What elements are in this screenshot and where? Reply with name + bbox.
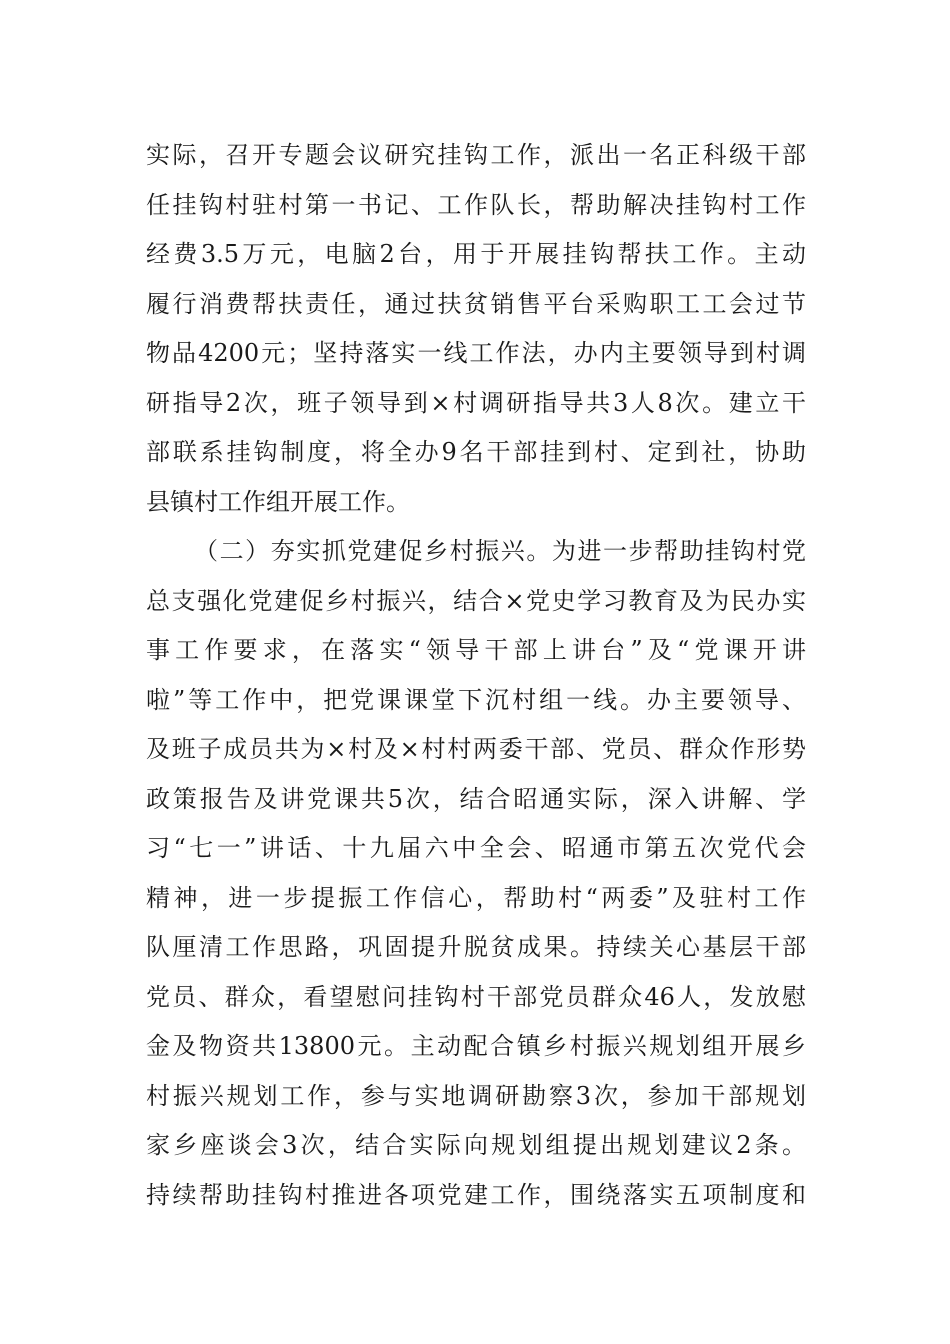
text-line: 实际，召开专题会议研究挂钩工作，派出一名正科级干部 (146, 141, 806, 169)
body-text (146, 131, 806, 1220)
text-line: 队厘清工作思路，巩固提升脱贫成果。持续关心基层干部 (146, 933, 806, 961)
text-line: 习“七一”讲话、十九届六中全会、昭通市第五次党代会 (146, 834, 806, 862)
text-line: 研指导2次，班子领导到×村调研指导共3人8次。建立干 (146, 388, 806, 417)
text-line: 经费3.5万元，电脑2台，用于开展挂钩帮扶工作。主动 (146, 240, 806, 268)
text-line: 金及物资共13800元。主动配合镇乡村振兴规划组开展乡 (146, 1032, 806, 1060)
paragraph-2 (146, 527, 806, 1220)
text-line: 村振兴规划工作，参与实地调研勘察3次，参加干部规划 (146, 1081, 806, 1110)
text-line: 事工作要求，在落实“领导干部上讲台”及“党课开讲 (146, 636, 806, 664)
text-line: 持续帮助挂钩村推进各项党建工作，围绕落实五项制度和 (146, 1180, 806, 1209)
paragraph-1 (146, 131, 806, 527)
text-line-indented: （二）夯实抓党建促乡村振兴。为进一步帮助挂钩村党 (194, 537, 806, 565)
text-line: 及班子成员共为×村及×村村两委干部、党员、群众作形势 (146, 735, 806, 763)
text-line: 任挂钩村驻村第一书记、工作队长，帮助解决挂钩村工作 (146, 190, 806, 219)
text-line: 家乡座谈会3次，结合实际向规划组提出规划建议2条。 (146, 1131, 806, 1159)
text-line: 啦”等工作中，把党课课堂下沉村组一线。办主要领导、 (146, 685, 806, 714)
text-line: 部联系挂钩制度，将全办9名干部挂到村、定到社，协助 (146, 438, 806, 466)
text-line: 县镇村工作组开展工作。 (146, 487, 410, 516)
text-line: 物品4200元；坚持落实一线工作法，办内主要领导到村调 (146, 339, 806, 367)
text-line: 党员、群众，看望慰问挂钩村干部党员群众46人，发放慰 (146, 982, 806, 1011)
text-line: 总支强化党建促乡村振兴，结合×党史学习教育及为民办实 (146, 586, 806, 615)
text-line: 精神，进一步提振工作信心，帮助村“两委”及驻村工作 (146, 883, 806, 912)
text-line: 履行消费帮扶责任，通过扶贫销售平台采购职工工会过节 (146, 289, 806, 318)
text-line: 政策报告及讲党课共5次，结合昭通实际，深入讲解、学 (146, 784, 806, 813)
